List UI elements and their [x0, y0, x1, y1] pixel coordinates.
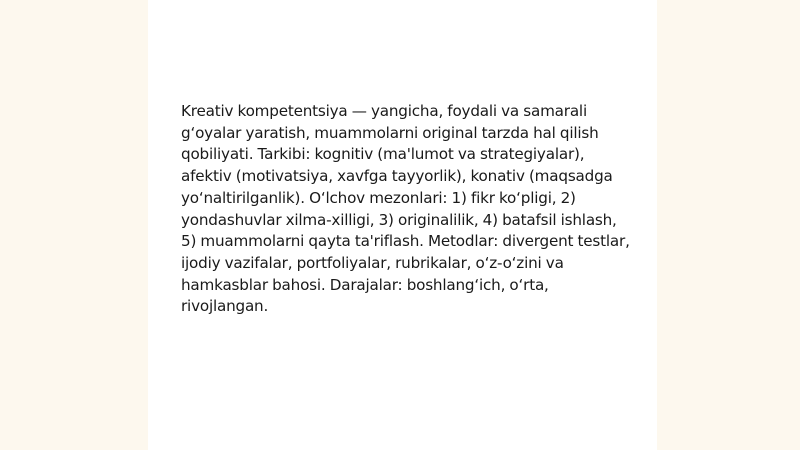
body-paragraph: Kreativ kompetentsiya — yangicha, foydali va samarali g‘oyalar yaratish, muammolarni original tarzda hal qilish qobiliyati. Tarkibi: kognitiv (ma'lumot va strategiyalar), afektiv (motivatsiya, xavfga tayyorlik), konativ (maqsadga yo‘naltirilganlik). O‘lchov mezonlari: 1) fikr ko‘pligi, 2) yondashuvlar xilma-xilligi, 3) originalilik, 4) batafsil ishlash, 5) muammolarni qayta ta'riflash. Metodlar: divergent testlar, ijodiy vazifalar, portfoliyalar, rubrikalar, o‘z-o‘zini va hamkasblar bahosi. Darajalar: boshlang‘ich, o‘rta, rivojlangan.: [181, 102, 630, 316]
document-page: [148, 0, 657, 450]
